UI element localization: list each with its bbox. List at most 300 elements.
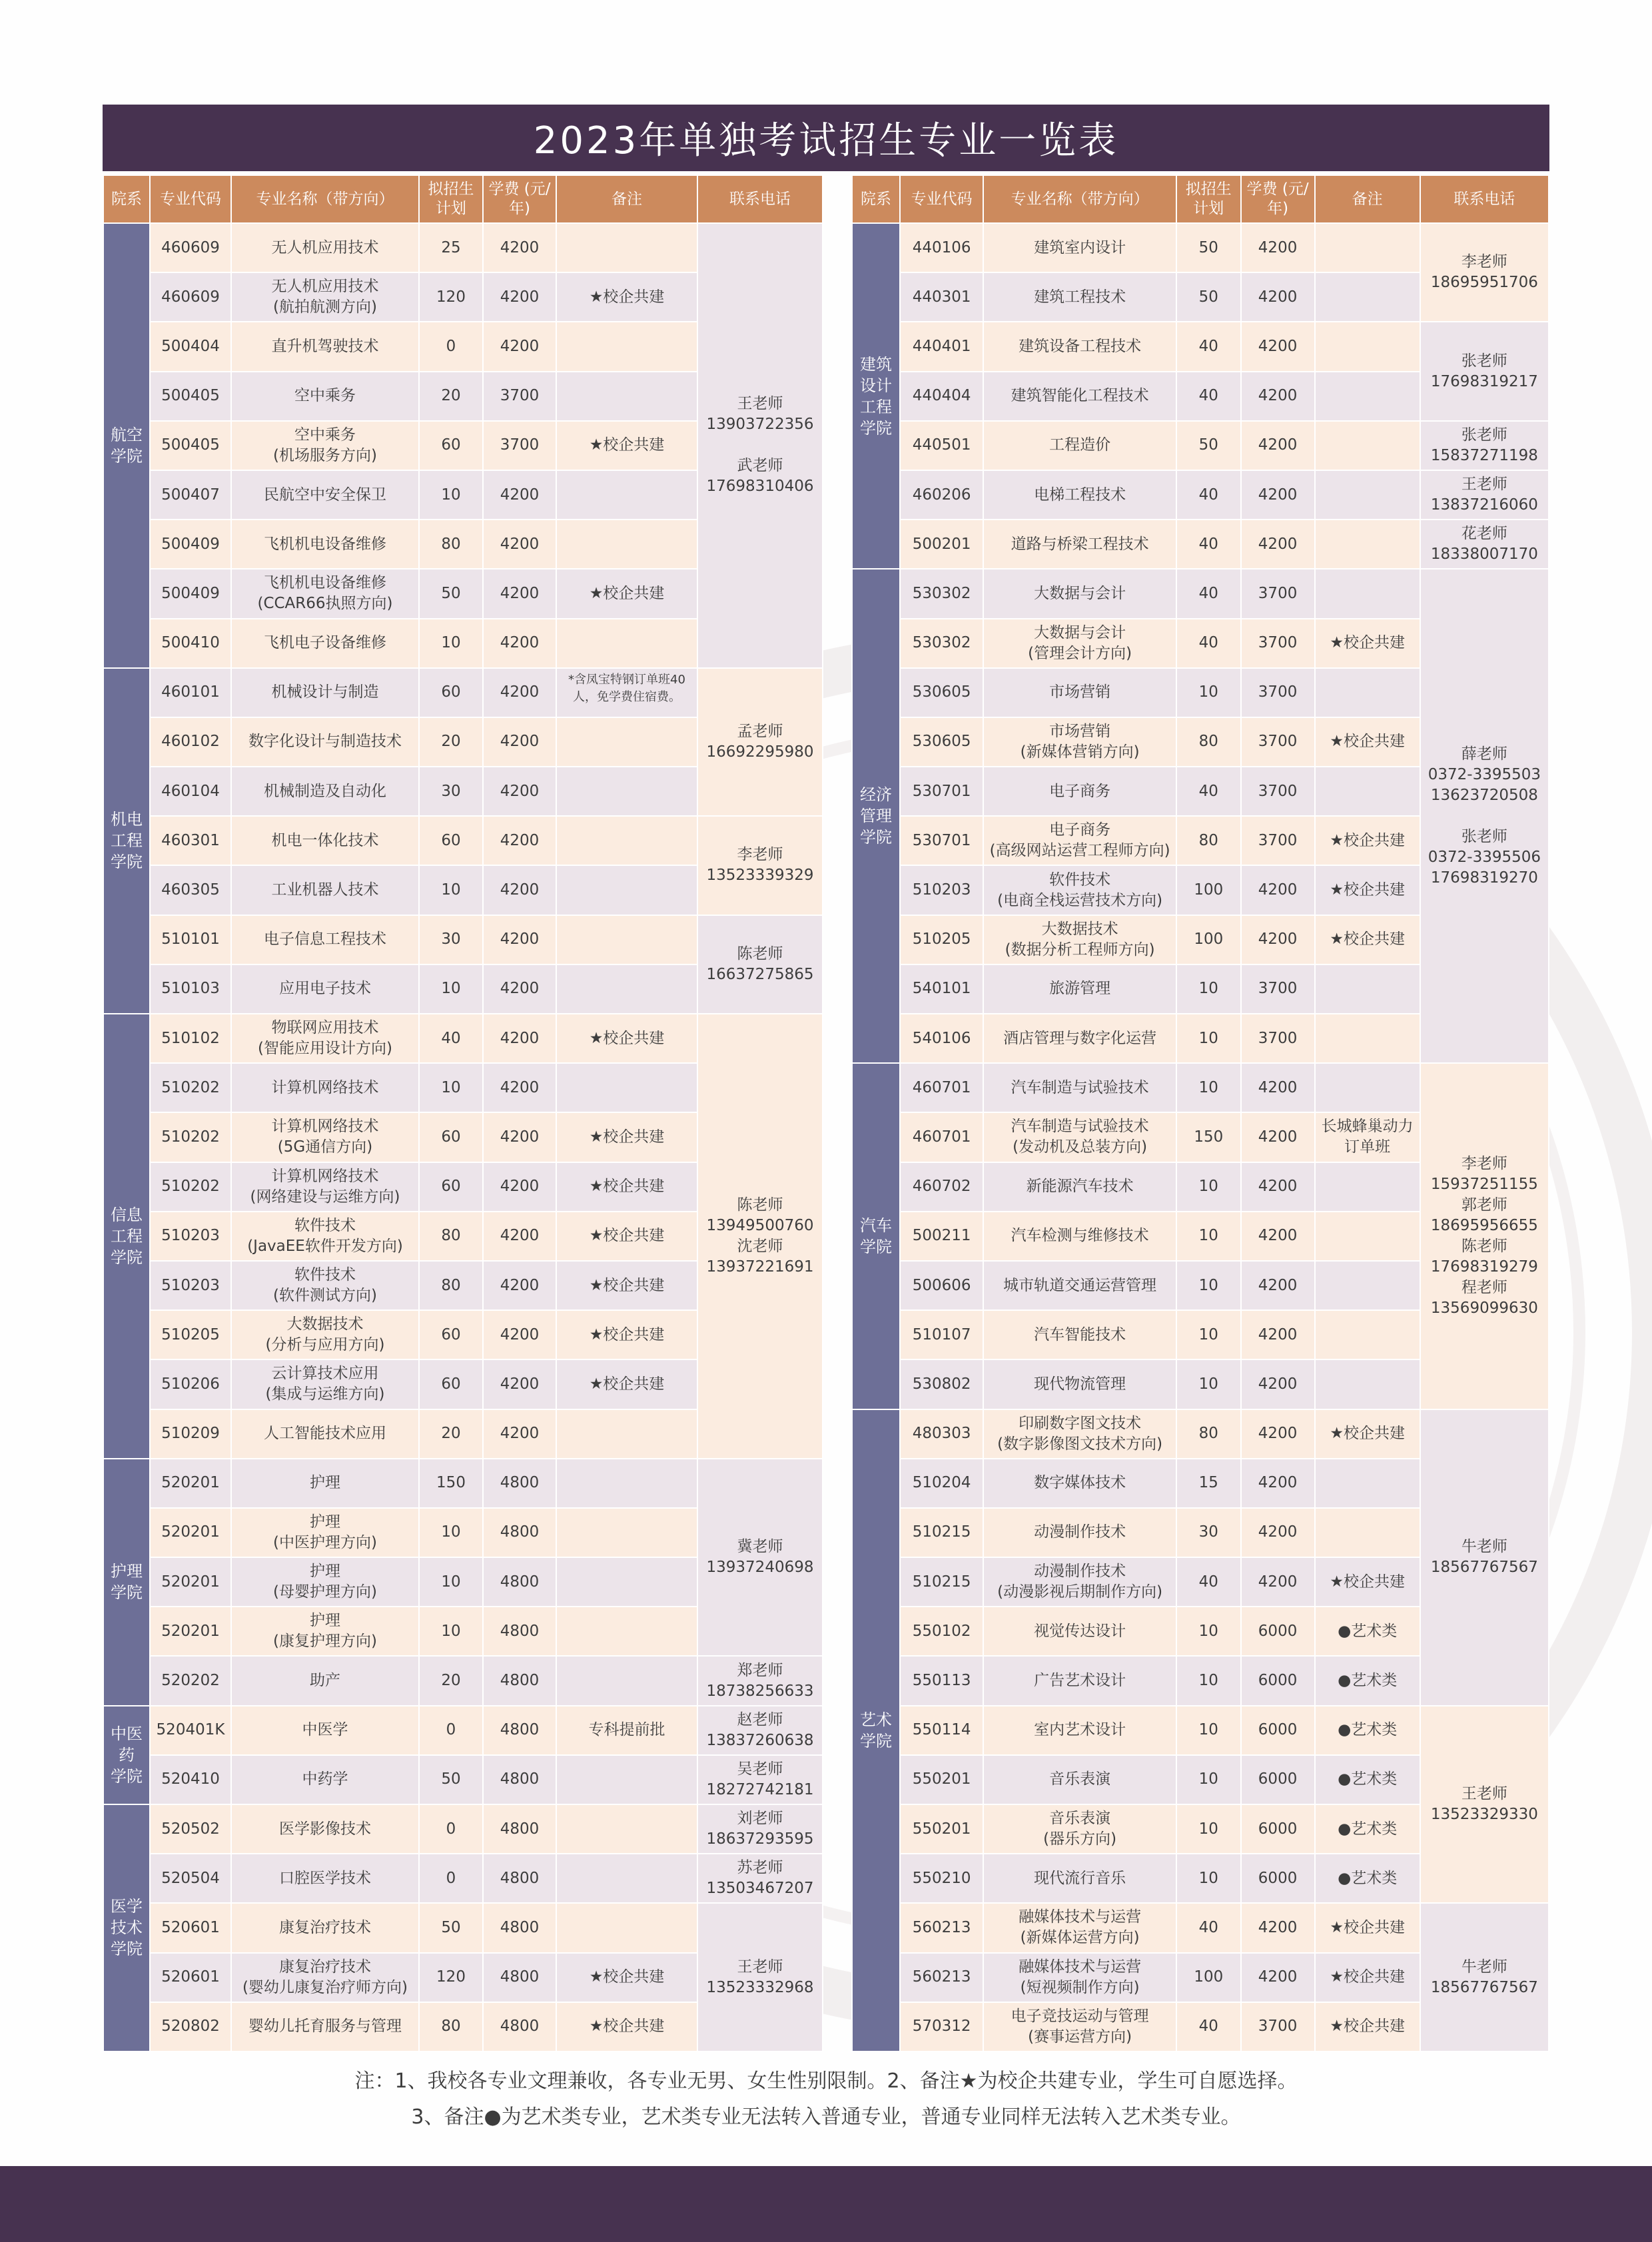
fee-cell: 4200 — [1241, 223, 1315, 272]
code-cell: 500404 — [150, 322, 231, 371]
header-plan: 拟招生 计划 — [1176, 175, 1241, 223]
note-cell — [556, 1459, 697, 1508]
major-cell: 新能源汽车技术 — [983, 1162, 1176, 1212]
code-cell: 510203 — [150, 1261, 231, 1310]
code-cell: 540106 — [900, 1014, 983, 1063]
contact-cell: 郑老师 18738256633 — [697, 1656, 823, 1705]
note-cell: *含凤宝特钢订单班40人，免学费住宿费。 — [556, 668, 697, 717]
code-cell: 460609 — [150, 223, 231, 272]
major-cell: 道路与桥梁工程技术 — [983, 520, 1176, 569]
fee-cell: 4200 — [483, 223, 556, 272]
footer-bar — [0, 2166, 1652, 2242]
major-cell: 应用电子技术 — [231, 964, 419, 1014]
major-cell: 大数据与会计 — [983, 569, 1176, 618]
contact-cell: 王老师 13903722356 武老师 17698310406 — [697, 223, 823, 668]
plan-cell: 10 — [419, 619, 483, 668]
code-cell: 520201 — [150, 1459, 231, 1508]
major-cell: 物联网应用技术 (智能应用设计方向) — [231, 1014, 419, 1063]
major-cell: 康复治疗技术 (婴幼儿康复治疗师方向) — [231, 1953, 419, 2002]
note-cell — [556, 1903, 697, 1952]
note-cell — [556, 1656, 697, 1705]
note-cell: ★校企共建 — [556, 1359, 697, 1409]
major-cell: 工业机器人技术 — [231, 865, 419, 915]
fee-cell: 4200 — [483, 668, 556, 717]
note-cell — [556, 1854, 697, 1903]
code-cell: 520401K — [150, 1706, 231, 1755]
major-cell: 计算机网络技术 (5G通信方向) — [231, 1112, 419, 1162]
code-cell: 500409 — [150, 520, 231, 569]
note-cell — [1315, 470, 1420, 520]
plan-cell: 10 — [1176, 1359, 1241, 1409]
plan-cell: 10 — [1176, 668, 1241, 717]
code-cell: 510209 — [150, 1409, 231, 1459]
note-cell: ●艺术类 — [1315, 1656, 1420, 1705]
code-cell: 460104 — [150, 767, 231, 816]
fee-cell: 4200 — [483, 717, 556, 767]
table-row — [103, 1014, 823, 1063]
note-cell: ●艺术类 — [1315, 1607, 1420, 1656]
code-cell: 460101 — [150, 668, 231, 717]
fee-cell: 4200 — [483, 1261, 556, 1310]
major-cell: 动漫制作技术 — [983, 1508, 1176, 1557]
note-cell — [1315, 223, 1420, 272]
fee-cell: 4200 — [483, 322, 556, 371]
plan-cell: 40 — [419, 1014, 483, 1063]
fee-cell: 4200 — [1241, 1409, 1315, 1459]
plan-cell: 0 — [419, 322, 483, 371]
fee-cell: 4800 — [483, 1656, 556, 1705]
code-cell: 500606 — [900, 1261, 983, 1310]
code-cell: 510205 — [900, 915, 983, 964]
fee-cell: 3700 — [1241, 816, 1315, 865]
table-row — [852, 223, 1549, 272]
header-contact: 联系电话 — [1420, 175, 1549, 223]
contact-cell: 王老师 13837216060 — [1420, 470, 1549, 520]
note-cell: ★校企共建 — [1315, 1903, 1420, 1952]
code-cell: 510206 — [150, 1359, 231, 1409]
plan-cell: 40 — [1176, 1903, 1241, 1952]
code-cell: 530605 — [900, 717, 983, 767]
table-row — [852, 470, 1549, 520]
code-cell: 440501 — [900, 421, 983, 470]
major-cell: 融媒体技术与运营 (新媒体运营方向) — [983, 1903, 1176, 1952]
note-cell — [556, 470, 697, 520]
plan-cell: 10 — [419, 865, 483, 915]
fee-cell: 4800 — [483, 1459, 556, 1508]
plan-cell: 30 — [1176, 1508, 1241, 1557]
plan-cell: 50 — [419, 1755, 483, 1804]
major-cell: 民航空中安全保卫 — [231, 470, 419, 520]
plan-cell: 150 — [1176, 1112, 1241, 1162]
code-cell: 530701 — [900, 816, 983, 865]
code-cell: 520201 — [150, 1607, 231, 1656]
plan-cell: 30 — [419, 767, 483, 816]
code-cell: 500407 — [150, 470, 231, 520]
code-cell: 520504 — [150, 1854, 231, 1903]
major-cell: 飞机机电设备维修 — [231, 520, 419, 569]
header-major: 专业名称（带方向） — [983, 175, 1176, 223]
fee-cell: 4200 — [1241, 322, 1315, 371]
plan-cell: 50 — [1176, 223, 1241, 272]
note-cell — [556, 865, 697, 915]
fee-cell: 4800 — [483, 1854, 556, 1903]
fee-cell: 4800 — [483, 1804, 556, 1854]
code-cell: 550201 — [900, 1755, 983, 1804]
code-cell: 460206 — [900, 470, 983, 520]
header-major: 专业名称（带方向） — [231, 175, 419, 223]
code-cell: 510202 — [150, 1162, 231, 1212]
major-cell: 云计算技术应用 (集成与运维方向) — [231, 1359, 419, 1409]
note-cell: ★校企共建 — [1315, 2002, 1420, 2052]
major-cell: 视觉传达设计 — [983, 1607, 1176, 1656]
code-cell: 560213 — [900, 1903, 983, 1952]
code-cell: 550102 — [900, 1607, 983, 1656]
major-cell: 软件技术 (软件测试方向) — [231, 1261, 419, 1310]
note-cell — [556, 372, 697, 421]
code-cell: 440401 — [900, 322, 983, 371]
fee-cell: 4200 — [1241, 1459, 1315, 1508]
major-cell: 大数据技术 (数据分析工程师方向) — [983, 915, 1176, 964]
plan-cell: 80 — [419, 1261, 483, 1310]
code-cell: 520601 — [150, 1903, 231, 1952]
table-row — [852, 421, 1549, 470]
note-cell — [556, 1607, 697, 1656]
plan-cell: 80 — [419, 2002, 483, 2052]
major-cell: 直升机驾驶技术 — [231, 322, 419, 371]
note-cell — [556, 767, 697, 816]
table-row — [852, 520, 1549, 569]
table-row — [103, 668, 823, 717]
major-cell: 康复治疗技术 — [231, 1903, 419, 1952]
note-cell — [556, 1409, 697, 1459]
note-cell — [1315, 1508, 1420, 1557]
table-row — [103, 1854, 823, 1903]
code-cell: 530302 — [900, 569, 983, 618]
plan-cell: 10 — [1176, 1261, 1241, 1310]
code-cell: 540101 — [900, 964, 983, 1014]
major-cell: 人工智能技术应用 — [231, 1409, 419, 1459]
plan-cell: 40 — [1176, 470, 1241, 520]
major-cell: 广告艺术设计 — [983, 1656, 1176, 1705]
code-cell: 530302 — [900, 619, 983, 668]
fee-cell: 6000 — [1241, 1607, 1315, 1656]
code-cell: 550114 — [900, 1706, 983, 1755]
note-cell — [556, 717, 697, 767]
table-row — [103, 1459, 823, 1508]
plan-cell: 40 — [1176, 520, 1241, 569]
fee-cell: 3700 — [1241, 1014, 1315, 1063]
header-dept: 院系 — [103, 175, 150, 223]
fee-cell: 4200 — [483, 1310, 556, 1359]
plan-cell: 25 — [419, 223, 483, 272]
plan-cell: 10 — [419, 1607, 483, 1656]
plan-cell: 60 — [419, 668, 483, 717]
code-cell: 550210 — [900, 1854, 983, 1903]
note-cell — [556, 619, 697, 668]
fee-cell: 4200 — [1241, 1212, 1315, 1261]
footnote-line-1: 注：1、我校各专业文理兼收，各专业无男、女生性别限制。2、备注★为校企共建专业，学生可自愿选择。 — [354, 2069, 1298, 2093]
contact-cell: 冀老师 13937240698 — [697, 1459, 823, 1657]
note-cell: 长城蜂巢动力 订单班 — [1315, 1112, 1420, 1162]
plan-cell: 10 — [1176, 1162, 1241, 1212]
dept-cell: 建筑 设计 工程 学院 — [852, 223, 900, 569]
major-cell: 汽车制造与试验技术 (发动机及总装方向) — [983, 1112, 1176, 1162]
code-cell: 520601 — [150, 1953, 231, 2002]
fee-cell: 4800 — [483, 1607, 556, 1656]
left-header-row — [103, 175, 823, 223]
code-cell: 500211 — [900, 1212, 983, 1261]
contact-cell: 李老师 15937251155 郭老师 18695956655 陈老师 17698319279 程老师 13569099630 — [1420, 1063, 1549, 1409]
note-cell: ●艺术类 — [1315, 1804, 1420, 1854]
plan-cell: 20 — [419, 1656, 483, 1705]
table-row — [103, 1656, 823, 1705]
contact-cell: 苏老师 13503467207 — [697, 1854, 823, 1903]
fee-cell: 4800 — [483, 2002, 556, 2052]
note-cell — [1315, 372, 1420, 421]
contact-cell: 花老师 18338007170 — [1420, 520, 1549, 569]
fee-cell: 4200 — [483, 520, 556, 569]
fee-cell: 4200 — [483, 964, 556, 1014]
fee-cell: 4200 — [1241, 272, 1315, 322]
fee-cell: 4200 — [483, 1162, 556, 1212]
note-cell — [556, 1804, 697, 1854]
plan-cell: 40 — [1176, 372, 1241, 421]
major-cell: 电子竞技运动与管理 (赛事运营方向) — [983, 2002, 1176, 2052]
fee-cell: 3700 — [1241, 569, 1315, 618]
note-cell: ★校企共建 — [556, 2002, 697, 2052]
code-cell: 440106 — [900, 223, 983, 272]
major-cell: 酒店管理与数字化运营 — [983, 1014, 1176, 1063]
plan-cell: 80 — [1176, 1409, 1241, 1459]
fee-cell: 4200 — [1241, 1903, 1315, 1952]
plan-cell: 40 — [1176, 619, 1241, 668]
fee-cell: 3700 — [483, 372, 556, 421]
major-cell: 助产 — [231, 1656, 419, 1705]
major-cell: 中医学 — [231, 1706, 419, 1755]
plan-cell: 10 — [419, 1508, 483, 1557]
right-header-row — [852, 175, 1549, 223]
table-row — [103, 1755, 823, 1804]
code-cell: 460609 — [150, 272, 231, 322]
fee-cell: 6000 — [1241, 1656, 1315, 1705]
major-cell: 无人机应用技术 (航拍航测方向) — [231, 272, 419, 322]
plan-cell: 10 — [419, 964, 483, 1014]
plan-cell: 80 — [419, 1212, 483, 1261]
fee-cell: 6000 — [1241, 1706, 1315, 1755]
code-cell: 550201 — [900, 1804, 983, 1854]
fee-cell: 4200 — [483, 1063, 556, 1112]
dept-cell: 机电 工程 学院 — [103, 668, 150, 1014]
code-cell: 520201 — [150, 1508, 231, 1557]
header-dept: 院系 — [852, 175, 900, 223]
plan-cell: 0 — [419, 1854, 483, 1903]
contact-cell: 牛老师 18567767567 — [1420, 1903, 1549, 2052]
fee-cell: 4200 — [483, 1212, 556, 1261]
contact-cell: 赵老师 13837260638 — [697, 1706, 823, 1755]
plan-cell: 60 — [419, 1359, 483, 1409]
contact-cell: 王老师 13523329330 — [1420, 1706, 1549, 1904]
fee-cell: 6000 — [1241, 1755, 1315, 1804]
note-cell: ●艺术类 — [1315, 1755, 1420, 1804]
fee-cell: 4200 — [483, 816, 556, 865]
code-cell: 440301 — [900, 272, 983, 322]
major-cell: 汽车制造与试验技术 — [983, 1063, 1176, 1112]
fee-cell: 3700 — [1241, 964, 1315, 1014]
fee-cell: 4200 — [483, 767, 556, 816]
fee-cell: 4200 — [1241, 1261, 1315, 1310]
plan-cell: 60 — [419, 1310, 483, 1359]
footnote-line-2: 3、备注●为艺术类专业，艺术类专业无法转入普通专业，普通专业同样无法转入艺术类专业。 — [411, 2105, 1241, 2129]
code-cell: 510203 — [150, 1212, 231, 1261]
contact-cell: 陈老师 13949500760 沈老师 13937221691 — [697, 1014, 823, 1459]
note-cell — [556, 1755, 697, 1804]
code-cell: 440404 — [900, 372, 983, 421]
fee-cell: 4200 — [483, 619, 556, 668]
fee-cell: 4200 — [483, 272, 556, 322]
code-cell: 460102 — [150, 717, 231, 767]
table-row — [852, 1706, 1549, 1755]
note-cell: ★校企共建 — [1315, 619, 1420, 668]
note-cell — [1315, 1014, 1420, 1063]
note-cell — [556, 1508, 697, 1557]
major-cell: 建筑智能化工程技术 — [983, 372, 1176, 421]
contact-cell: 李老师 18695951706 — [1420, 223, 1549, 322]
note-cell: ★校企共建 — [556, 1310, 697, 1359]
code-cell: 510103 — [150, 964, 231, 1014]
major-cell: 市场营销 — [983, 668, 1176, 717]
plan-cell: 20 — [419, 1409, 483, 1459]
plan-cell: 10 — [1176, 964, 1241, 1014]
note-cell — [1315, 520, 1420, 569]
note-cell: ★校企共建 — [556, 272, 697, 322]
table-row — [103, 1804, 823, 1854]
major-cell: 空中乘务 — [231, 372, 419, 421]
major-cell: 音乐表演 — [983, 1755, 1176, 1804]
fee-cell: 3700 — [483, 421, 556, 470]
dept-cell: 经济 管理 学院 — [852, 569, 900, 1063]
note-cell — [1315, 1212, 1420, 1261]
header-note: 备注 — [1315, 175, 1420, 223]
note-cell: ★校企共建 — [1315, 1557, 1420, 1607]
page-title: 2023年单独考试招生专业一览表 — [103, 105, 1549, 171]
dept-cell: 艺术 学院 — [852, 1409, 900, 2052]
code-cell: 520802 — [150, 2002, 231, 2052]
note-cell — [1315, 1261, 1420, 1310]
table-row — [103, 915, 823, 964]
plan-cell: 40 — [1176, 767, 1241, 816]
code-cell: 460702 — [900, 1162, 983, 1212]
major-cell: 数字媒体技术 — [983, 1459, 1176, 1508]
note-cell — [1315, 569, 1420, 618]
major-cell: 中药学 — [231, 1755, 419, 1804]
plan-cell: 10 — [1176, 1755, 1241, 1804]
major-cell: 建筑设备工程技术 — [983, 322, 1176, 371]
header-note: 备注 — [556, 175, 697, 223]
note-cell — [1315, 767, 1420, 816]
major-cell: 大数据与会计 (管理会计方向) — [983, 619, 1176, 668]
table-row — [852, 1063, 1549, 1112]
fee-cell: 4200 — [1241, 865, 1315, 915]
major-cell: 动漫制作技术 (动漫影视后期制作方向) — [983, 1557, 1176, 1607]
code-cell: 530802 — [900, 1359, 983, 1409]
note-cell: ★校企共建 — [1315, 717, 1420, 767]
dept-cell: 护理 学院 — [103, 1459, 150, 1706]
major-cell: 飞机机电设备维修 (CCAR66执照方向) — [231, 569, 419, 618]
plan-cell: 10 — [419, 1557, 483, 1607]
right-table — [851, 175, 1549, 2052]
fee-cell: 6000 — [1241, 1804, 1315, 1854]
major-cell: 电子商务 (高级网站运营工程师方向) — [983, 816, 1176, 865]
fee-cell: 4200 — [483, 865, 556, 915]
header-contact: 联系电话 — [697, 175, 823, 223]
plan-cell: 40 — [1176, 322, 1241, 371]
note-cell: ★校企共建 — [556, 1162, 697, 1212]
major-cell: 现代流行音乐 — [983, 1854, 1176, 1903]
major-cell: 护理 (康复护理方向) — [231, 1607, 419, 1656]
plan-cell: 15 — [1176, 1459, 1241, 1508]
fee-cell: 3700 — [1241, 619, 1315, 668]
code-cell: 500405 — [150, 421, 231, 470]
note-cell — [556, 964, 697, 1014]
fee-cell: 4200 — [483, 1112, 556, 1162]
code-cell: 570312 — [900, 2002, 983, 2052]
plan-cell: 60 — [419, 1162, 483, 1212]
fee-cell: 4800 — [483, 1755, 556, 1804]
major-cell: 电梯工程技术 — [983, 470, 1176, 520]
major-cell: 汽车智能技术 — [983, 1310, 1176, 1359]
note-cell: ★校企共建 — [1315, 1953, 1420, 2002]
note-cell: ★校企共建 — [1315, 816, 1420, 865]
contact-cell: 牛老师 18567767567 — [1420, 1409, 1549, 1706]
code-cell: 510202 — [150, 1112, 231, 1162]
note-cell: ★校企共建 — [556, 1014, 697, 1063]
table-row — [852, 322, 1549, 371]
major-cell: 工程造价 — [983, 421, 1176, 470]
plan-cell: 60 — [419, 816, 483, 865]
contact-cell: 王老师 13523332968 — [697, 1903, 823, 2052]
major-cell: 计算机网络技术 — [231, 1063, 419, 1112]
plan-cell: 120 — [419, 1953, 483, 2002]
major-cell: 婴幼儿托育服务与管理 — [231, 2002, 419, 2052]
code-cell: 510204 — [900, 1459, 983, 1508]
fee-cell: 4200 — [483, 1359, 556, 1409]
code-cell: 510202 — [150, 1063, 231, 1112]
contact-cell: 孟老师 16692295980 — [697, 668, 823, 817]
fee-cell: 4200 — [1241, 1063, 1315, 1112]
code-cell: 500409 — [150, 569, 231, 618]
note-cell — [1315, 1310, 1420, 1359]
code-cell: 500405 — [150, 372, 231, 421]
fee-cell: 4200 — [1241, 915, 1315, 964]
major-cell: 汽车检测与维修技术 — [983, 1212, 1176, 1261]
code-cell: 560213 — [900, 1953, 983, 2002]
dept-cell: 汽车 学院 — [852, 1063, 900, 1409]
plan-cell: 50 — [419, 1903, 483, 1952]
major-cell: 软件技术 (JavaEE软件开发方向) — [231, 1212, 419, 1261]
fee-cell: 6000 — [1241, 1854, 1315, 1903]
note-cell — [1315, 272, 1420, 322]
code-cell: 500201 — [900, 520, 983, 569]
note-cell — [1315, 668, 1420, 717]
plan-cell: 30 — [419, 915, 483, 964]
fee-cell: 4200 — [1241, 421, 1315, 470]
major-cell: 计算机网络技术 (网络建设与运维方向) — [231, 1162, 419, 1212]
major-cell: 软件技术 (电商全栈运营技术方向) — [983, 865, 1176, 915]
note-cell — [1315, 322, 1420, 371]
contact-cell: 张老师 15837271198 — [1420, 421, 1549, 470]
header-fee: 学费 (元/年) — [1241, 175, 1315, 223]
code-cell: 520201 — [150, 1557, 231, 1607]
